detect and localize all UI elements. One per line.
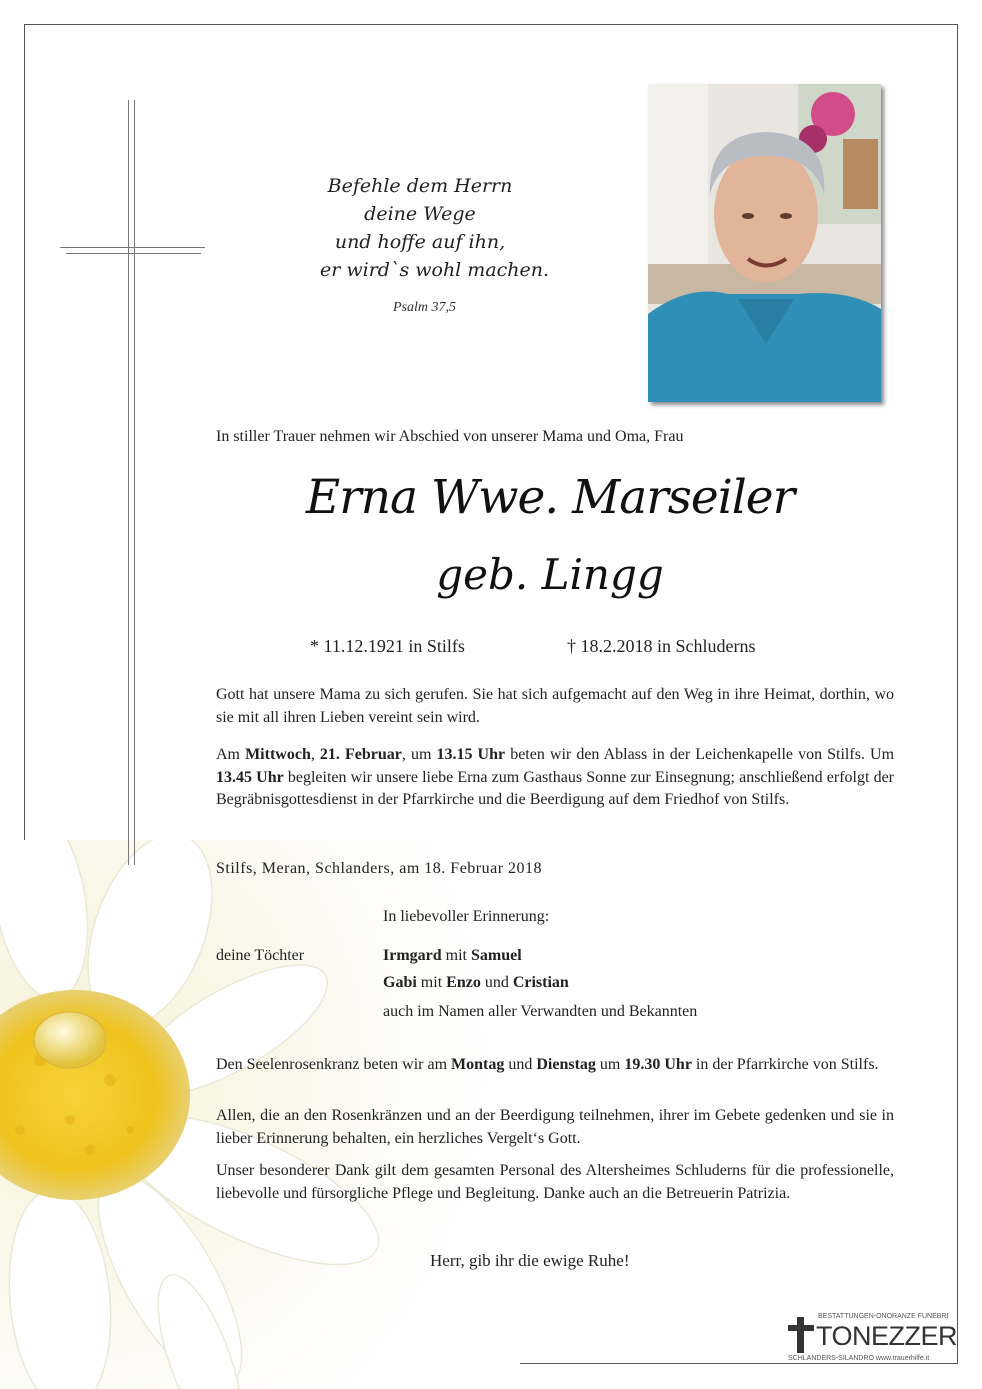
mourners-row-1: Irmgard mit Samuel xyxy=(383,947,522,964)
paragraph-2: Am Mittwoch, 21. Februar, um 13.15 Uhr beten wir den Ablass in der Leichenkapelle von Stilfs. Um 13.45 Uhr begleiten wir unsere liebe Erna zum Gasthaus Sonne zur Einsegnung; anschließend erfolgt der Begräbnisgottesdienst in der Pfarrkirche und die Beerdigung auf dem Friedhof von Stilfs. xyxy=(216,746,895,808)
logo-name: TONEZZER xyxy=(816,1321,958,1351)
mourners-row-2: Gabi mit Enzo und Cristian xyxy=(383,974,569,991)
cross-logo-icon xyxy=(786,1315,816,1355)
verse-line: er wird`s wohl machen. xyxy=(320,259,550,281)
funeral-home-logo xyxy=(784,1313,959,1368)
verse-line: Befehle dem Herrn xyxy=(327,175,513,197)
place-date: Stilfs, Meran, Schlanders, am 18. Februar 2018 xyxy=(216,860,543,877)
rosary-note: Den Seelenrosenkranz beten wir am Montag und Dienstag um 19.30 Uhr in der Pfarrkirche von Stilfs. xyxy=(216,1056,879,1073)
death-info: † 18.2.2018 in Schluderns xyxy=(567,636,756,656)
gratitude-note: Unser besonderer Dank gilt dem gesamten Personal des Altersheimes Schluderns für die professionelle, liebevolle und fürsorgliche Pflege und Begleitung. Danke auch an die Betreuerin Patrizia. xyxy=(216,1162,894,1202)
birth-info: * 11.12.1921 in Stilfs xyxy=(310,636,465,656)
cross-horizontal-line-bottom xyxy=(66,253,201,254)
cross-horizontal-line-top xyxy=(60,247,205,248)
birth-name: geb. Lingg xyxy=(436,550,664,599)
mourners-row-3: auch im Namen aller Verwandten und Bekannten xyxy=(383,1003,698,1020)
closing-prayer: Herr, gib ihr die ewige Ruhe! xyxy=(430,1251,630,1270)
intro-text: In stiller Trauer nehmen wir Abschied von unserer Mama und Oma, Frau xyxy=(216,428,684,445)
cross-vertical-line-left xyxy=(128,100,129,865)
logo-address: SCHLANDERS-SILANDRO www.trauerhilfe.it xyxy=(788,1355,930,1362)
verse-source: Psalm 37,5 xyxy=(393,300,456,315)
portrait-photo xyxy=(648,84,881,402)
cross-vertical-line-right xyxy=(134,100,135,865)
bible-verse xyxy=(320,172,550,284)
paragraph-1: Gott hat unsere Mama zu sich gerufen. Sie hat sich aufgemacht auf den Weg in ihre Heimat, dorthin, wo sie mit all ihren Lieben vereint sein wird. xyxy=(216,686,894,726)
thanks-note: Allen, die an den Rosenkränzen und an der Beerdigung teilnehmen, ihrer im Gebete gedenken und sie in lieber Erinnerung behalten, ein herzliches Vergelt‘s Gott. xyxy=(216,1107,894,1147)
logo-tagline: BESTATTUNGEN-ONORANZE FUNEBRI xyxy=(818,1313,949,1320)
mourners-label: deine Töchter xyxy=(216,947,305,964)
deceased-name: Erna Wwe. Marseiler xyxy=(305,470,795,525)
verse-line: und hoffe auf ihn, xyxy=(334,231,506,253)
mourners-heading: In liebevoller Erinnerung: xyxy=(383,908,550,925)
verse-line: deine Wege xyxy=(364,203,476,225)
